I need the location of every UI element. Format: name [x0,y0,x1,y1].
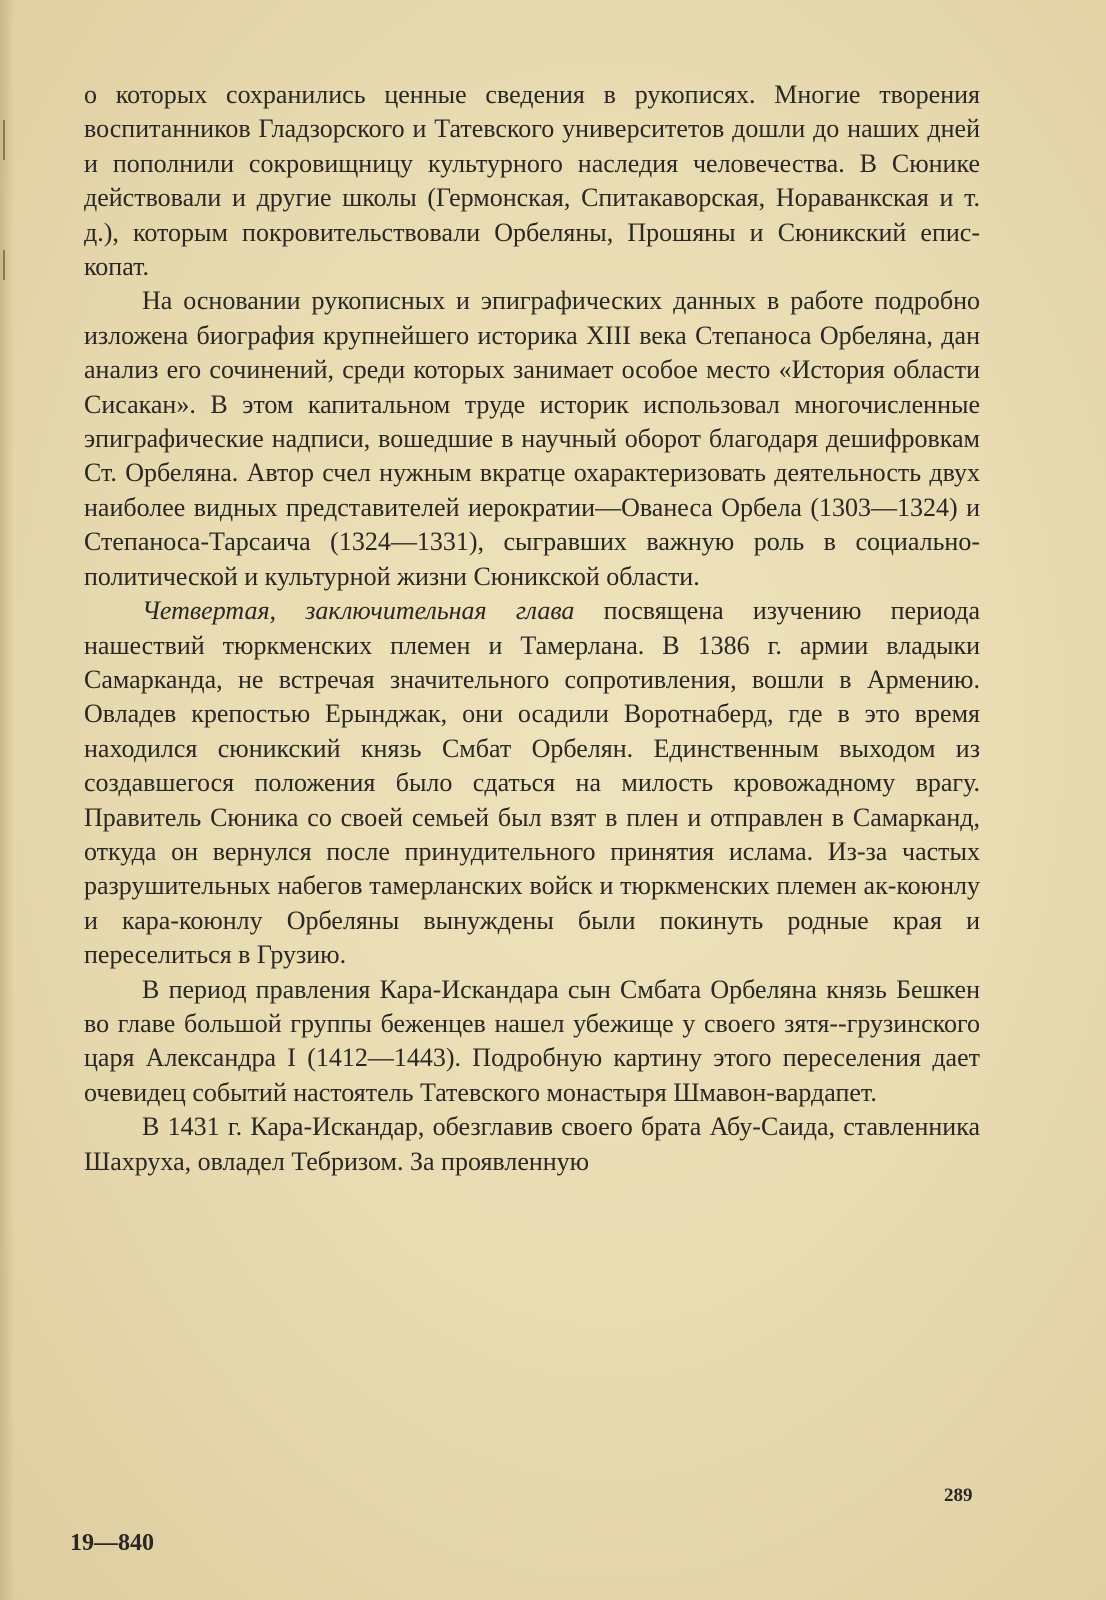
paragraph-text: посвящена изучению периода нашествий тюркменских племен и Тамерлана. В 1386 г. армии владыки Самарканда, не встречая значительного сопротивления, вошли в Армению. Овладев крепостью Ерынджак, они осадили Воротнаберд, где в это время находился сюникский князь Смбат Орбелян. Единственным выходом из создавшегося положения было сдаться на милость кровожадному врагу. Правитель Сюника со своей семьей был взят в плен и отправлен в Самарканд, откуда он вернулся после принудительного принятия ислама. Из-за частых разрушительных набегов тамерланских войск и тюркменских племен ак-коюнлу и кара-коюнлу Орбеляны вынуждены были покинуть родные края и переселиться в Грузию. [84,596,980,970]
printer-signature: 19—840 [70,1530,154,1556]
italic-lead: Четвертая, заключительная глава [142,596,575,626]
edge-mark [3,120,5,160]
paragraph: На основании рукописных и эпиграфических данных в работе подробно изложена биография крупнейшего историка XIII века Степаноса Орбеляна, дан анализ его сочинений, среди которых занимает особое место «История области Сисакан». В этом капитальном труде историк использовал многочисленные эпиграфические надписи, вошедшие в научный оборот благодаря дешифровкам Ст. Орбеляна. Автор счел нужным вкратце охарактеризовать деятельность двух наиболее видных представителей иерократии—Ованеса Орбела (1303—1324) и Степаноса-Тарсаича (1324—1331), сыгравших важную роль в социально-политической и культурной жизни Сюникской области. [84,286,980,591]
page-edge-shadow [0,0,14,1600]
edge-mark [3,250,5,280]
page-number: 289 [944,1485,973,1506]
paragraph: о которых сохранились ценные сведения в рукописях. Многие творения воспитанников Гладзорского и Татевского университетов дошли до наших дней и пополнили сокровищницу культурного наследия человечества. В Сюнике действовали и другие школы (Гермонская, Спитакаворская, Нораванкская и т. д.), которым покровительствовали Орбеляны, Прошяны и Сюникский епископат. [84,80,980,282]
body-text [84,78,980,1179]
paragraph: В 1431 г. Кара-Искандар, обезглавив своего брата Абу-Саида, ставленника Шахруха, овладел Тебризом. За проявленную [84,1112,980,1176]
paragraph-chapter-four [84,594,980,972]
paragraph: В период правления Кара-Искандара сын Смбата Орбеляна князь Бешкен во главе большой группы беженцев нашел убежище у своего зятя--грузинского царя Александра I (1412—1443). Подробную картину этого переселения дает очевидец событий настоятель Татевского монастыря Шмавон-вардапет. [84,974,980,1107]
